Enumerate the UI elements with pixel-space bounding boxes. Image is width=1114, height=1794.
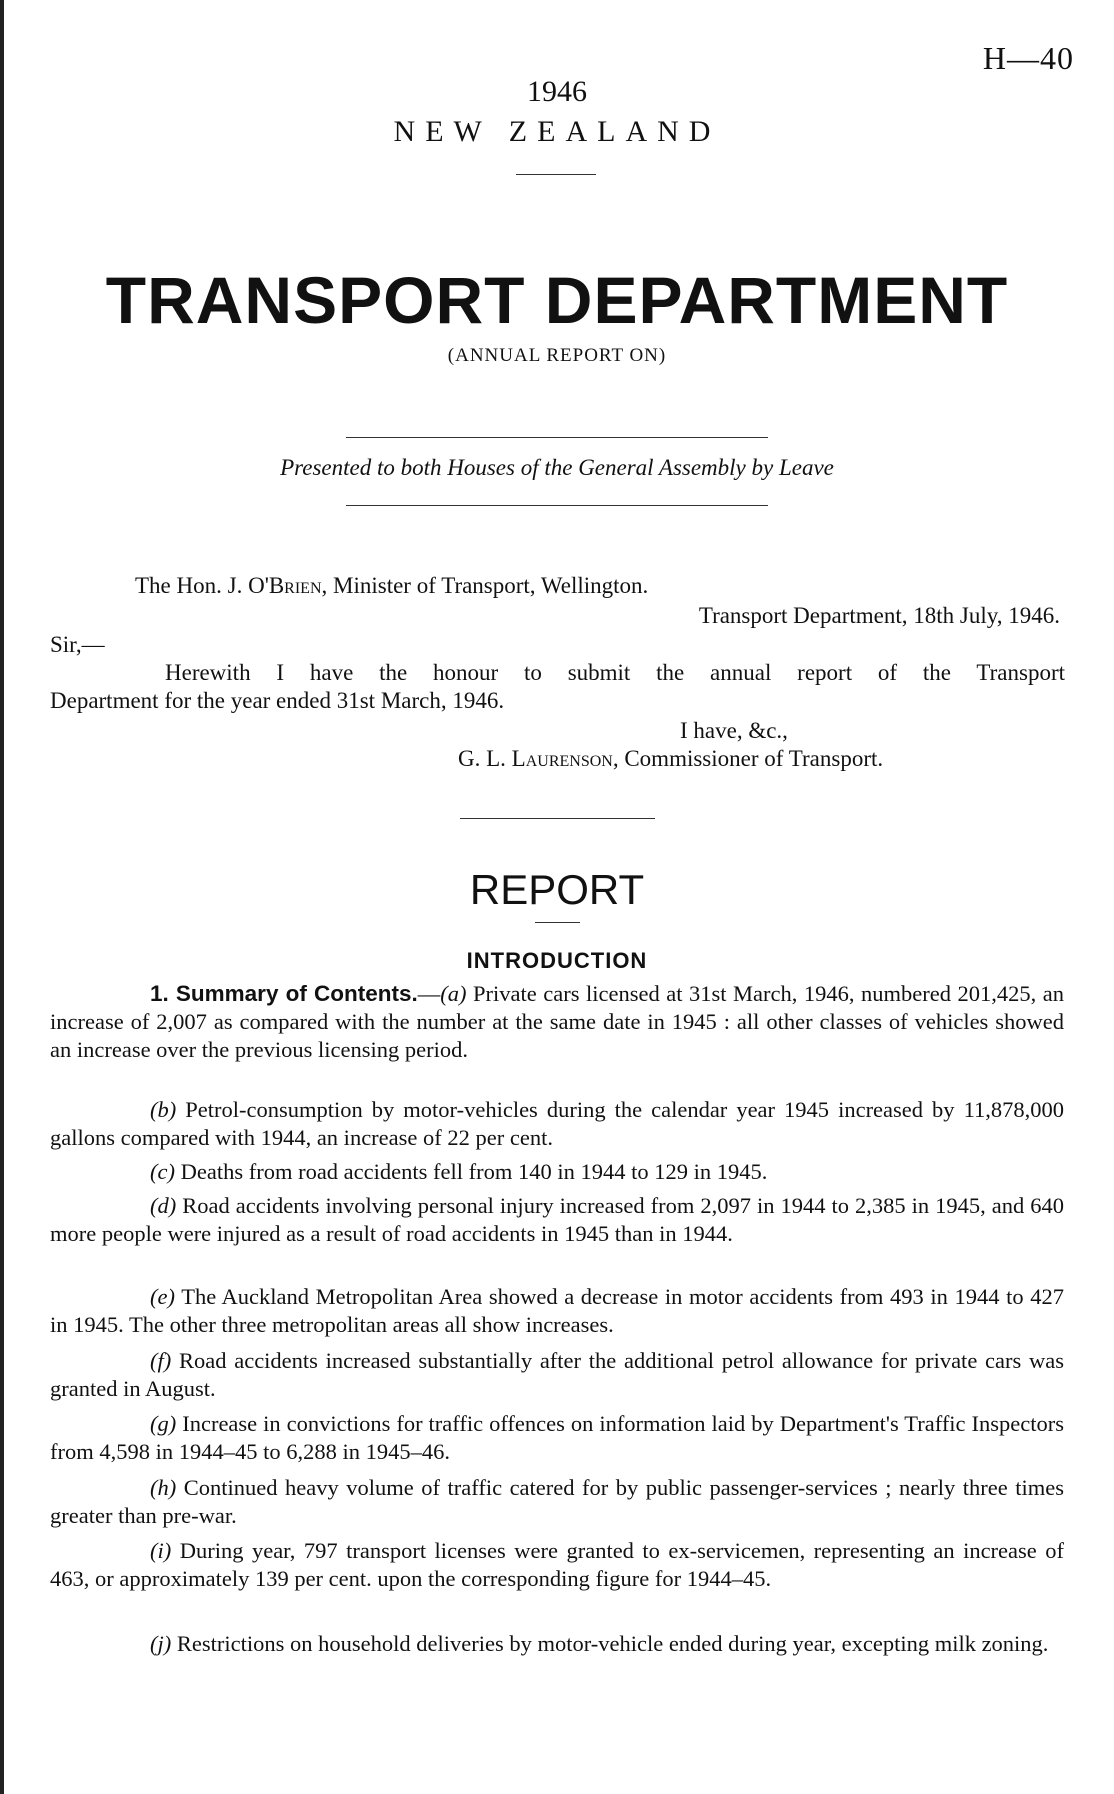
summary-item-h: (h) Continued heavy volume of traffic catered for by public passenger-services ; nearly three times greater than pre-war. bbox=[50, 1475, 1064, 1528]
divider-report-short bbox=[535, 922, 580, 923]
summary-item-c: (c) Deaths from road accidents fell from 140 in 1944 to 129 in 1945. bbox=[150, 1159, 768, 1184]
year: 1946 bbox=[527, 75, 587, 108]
letter-body-line-1: Herewith I have the honour to submit the annual report of the Transport bbox=[165, 660, 1065, 685]
country: NEW ZEALAND bbox=[393, 115, 721, 148]
summary-item-g: (g) Increase in convictions for traffic offences on information laid by Department's Traffic Inspectors from 4,598 in 1944–45 to 6,288 in 1945–46. bbox=[50, 1411, 1064, 1464]
summary-item-f: (f) Road accidents increased substantially after the additional petrol allowance for private cars was granted in August. bbox=[50, 1348, 1064, 1401]
summary-label: 1. Summary of Contents. bbox=[150, 981, 418, 1006]
introduction-heading: INTRODUCTION bbox=[466, 948, 648, 973]
divider-report bbox=[460, 818, 655, 819]
sub-title: (ANNUAL REPORT ON) bbox=[447, 345, 667, 366]
main-title: TRANSPORT DEPARTMENT bbox=[105, 263, 1009, 337]
salutation: Sir,— bbox=[50, 632, 105, 657]
presented-line: Presented to both Houses of the General Assembly by Leave bbox=[280, 455, 834, 480]
summary-item-j: (j) Restrictions on household deliveries by motor-vehicle ended during year, excepting milk zoning. bbox=[150, 1631, 1049, 1656]
summary-item-a: 1. Summary of Contents.—(a) Private cars licensed at 31st March, 1946, numbered 201,425, an increase of 2,007 as compared with the number at the same date in 1945 : all other classes of vehicles showed an increase over the previous licensing period. bbox=[50, 981, 1065, 1062]
summary-item-i: (i) During year, 797 transport licenses were granted to ex-servicemen, representing an increase of 463, or approximately 139 per cent. upon the corresponding figure for 1944–45. bbox=[50, 1538, 1064, 1591]
summary-item-e: (e) The Auckland Metropolitan Area showed a decrease in motor accidents from 493 in 1944 to 427 in 1945. The other three metropolitan areas all show increases. bbox=[50, 1284, 1064, 1337]
divider-short bbox=[516, 174, 596, 175]
letter-closing: I have, &c., bbox=[680, 718, 788, 743]
signature: G. L. Laurenson, Commissioner of Transport. bbox=[458, 746, 884, 771]
summary-item-d: (d) Road accidents involving personal injury increased from 2,097 in 1944 to 2,385 in 1945, and 640 more people were injured as a result of road accidents in 1945 than in 1944. bbox=[50, 1193, 1064, 1246]
page-code: H—40 bbox=[982, 40, 1074, 76]
report-heading: REPORT bbox=[469, 866, 645, 913]
addressee-line: The Hon. J. O'Brien, Minister of Transport, Wellington. bbox=[135, 573, 649, 598]
summary-item-b: (b) Petrol-consumption by motor-vehicles during the calendar year 1945 increased by 11,878,000 gallons compared with 1944, an increase of 22 per cent. bbox=[50, 1097, 1064, 1150]
letter-body-line-2: Department for the year ended 31st March, 1946. bbox=[50, 688, 505, 713]
dateline: Transport Department, 18th July, 1946. bbox=[698, 603, 1060, 628]
divider-presented-bottom bbox=[346, 505, 768, 506]
divider-presented-top bbox=[346, 437, 768, 438]
